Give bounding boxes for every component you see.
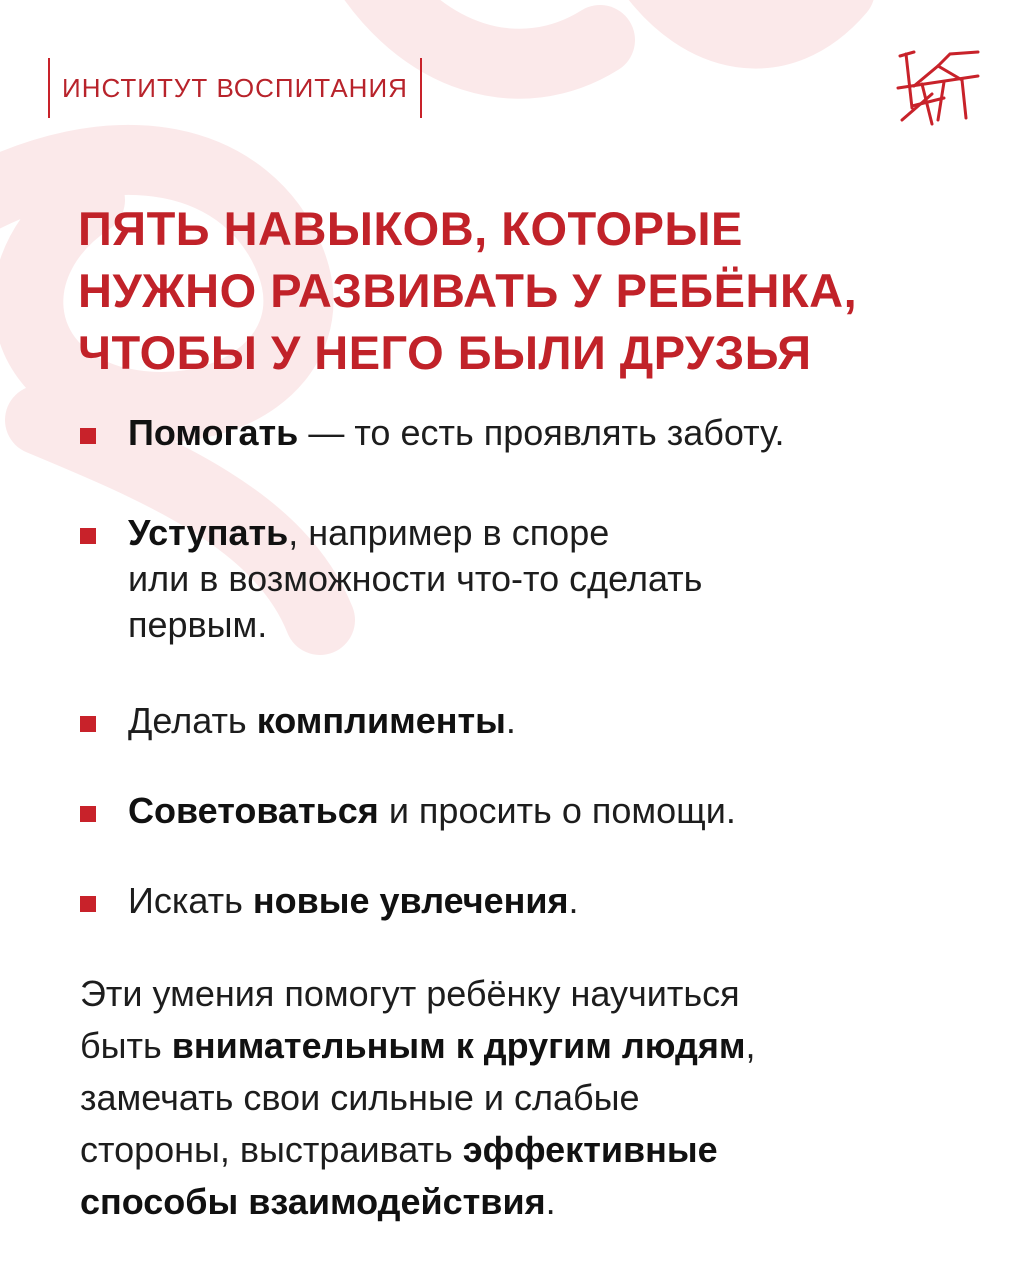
skill-description-line-2: или в возможности что-то сделать bbox=[128, 558, 703, 599]
page-title bbox=[78, 198, 978, 384]
list-item-text bbox=[128, 698, 978, 744]
summary-text: . bbox=[545, 1181, 556, 1222]
skill-description: — то есть проявлять заботу. bbox=[298, 412, 785, 453]
skill-name: Советоваться bbox=[128, 790, 379, 831]
chair-logo-icon bbox=[892, 46, 984, 128]
skill-name: новые увлечения bbox=[252, 880, 569, 921]
bullet-square-icon bbox=[80, 896, 96, 912]
bullet-square-icon bbox=[80, 806, 96, 822]
summary-line-2 bbox=[80, 1020, 960, 1072]
summary-line-1: Эти умения помогут ребёнку научиться bbox=[80, 973, 740, 1014]
title-line-2: НУЖНО РАЗВИВАТЬ У РЕБЁНКА, bbox=[78, 264, 858, 317]
skill-description: и просить о помощи. bbox=[378, 790, 736, 831]
summary-text: быть bbox=[80, 1025, 172, 1066]
summary-emphasis: способы взаимодействия bbox=[80, 1181, 546, 1222]
skill-prefix: Делать bbox=[128, 700, 257, 741]
summary-emphasis: эффективные bbox=[462, 1129, 718, 1170]
summary-line-5 bbox=[80, 1176, 960, 1228]
summary-text: , bbox=[745, 1025, 756, 1066]
title-line-3: ЧТОБЫ У НЕГО БЫЛИ ДРУЗЬЯ bbox=[78, 326, 812, 379]
summary-emphasis: внимательным к другим людям bbox=[171, 1025, 746, 1066]
skill-name: Помогать bbox=[128, 412, 299, 453]
skill-suffix: . bbox=[505, 700, 516, 741]
title-line-1: ПЯТЬ НАВЫКОВ, КОТОРЫЕ bbox=[78, 202, 743, 255]
skill-name: комплименты bbox=[256, 700, 506, 741]
list-item-text bbox=[128, 788, 978, 834]
bullet-square-icon bbox=[80, 428, 96, 444]
skill-suffix: . bbox=[568, 880, 579, 921]
skill-description-line-3: первым. bbox=[128, 604, 268, 645]
list-item-text bbox=[128, 510, 978, 648]
brand-name: ИНСТИТУТ ВОСПИТАНИЯ bbox=[62, 72, 408, 103]
bullet-square-icon bbox=[80, 716, 96, 732]
list-item-text bbox=[128, 410, 978, 456]
skill-description: , например в споре bbox=[288, 512, 610, 553]
list-item-text bbox=[128, 878, 978, 924]
bullet-square-icon bbox=[80, 528, 96, 544]
summary-line-3: замечать свои сильные и слабые bbox=[80, 1077, 640, 1118]
skill-prefix: Искать bbox=[128, 880, 253, 921]
summary-text: стороны, выстраивать bbox=[80, 1129, 463, 1170]
summary-paragraph bbox=[80, 968, 960, 1228]
skill-name: Уступать bbox=[128, 512, 289, 553]
brand-header bbox=[48, 58, 422, 118]
summary-line-4 bbox=[80, 1124, 960, 1176]
